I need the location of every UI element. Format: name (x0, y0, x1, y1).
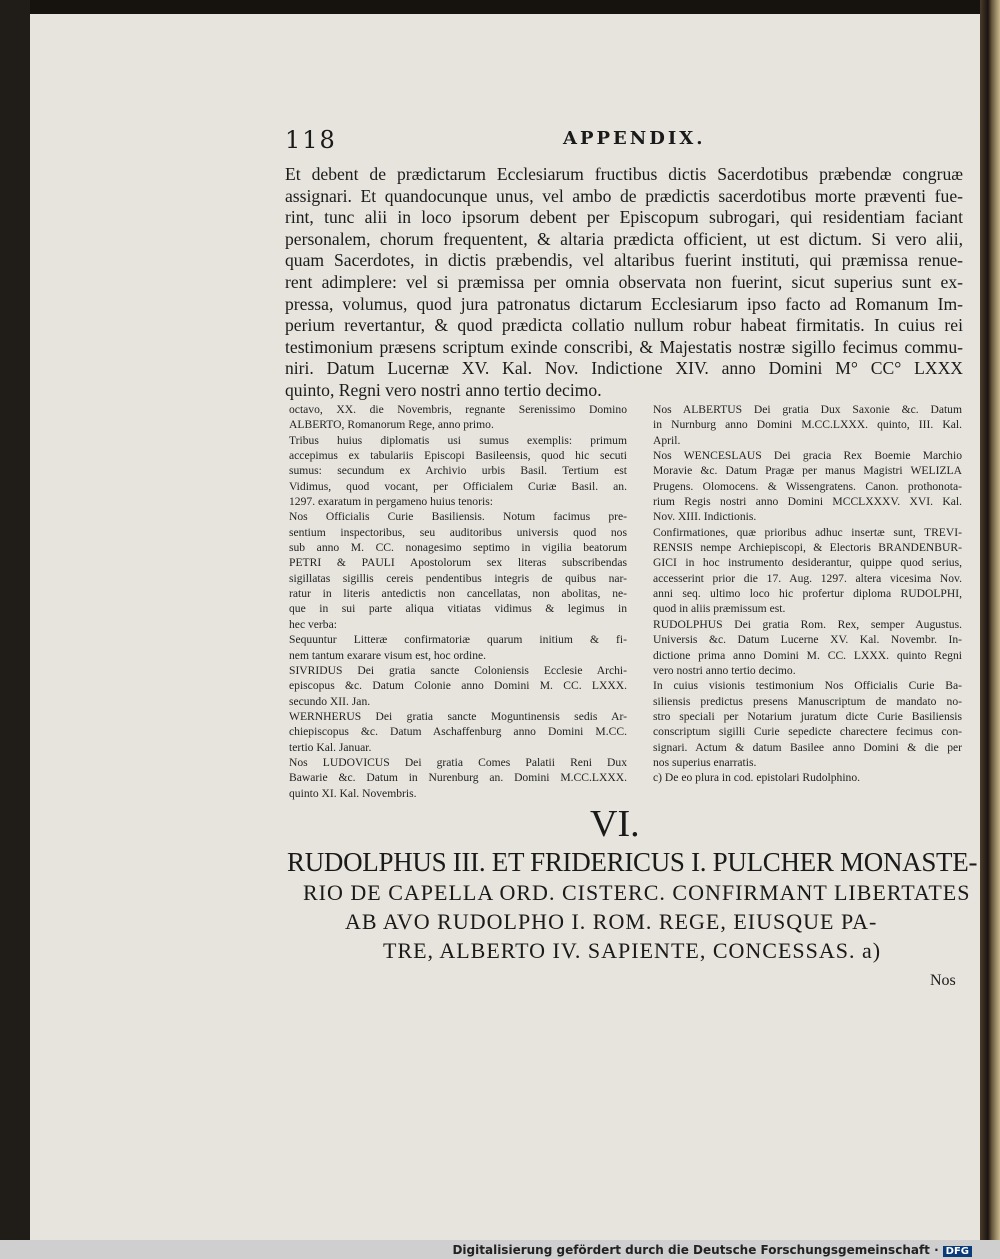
footnote-line: Nov. XIII. Indictionis. (653, 510, 757, 524)
footnote-line: siliensis predictus presens Manuscriptum de mandato no- (653, 694, 962, 708)
text-line: rint, tunc alii in loco ipsorum debent per Episcopum subrogari, qui residentiam faciant (285, 207, 963, 228)
footnote-line: sub anno M. CC. nonagesimo septimo in vigilia beatorum (289, 541, 627, 555)
section-title-line: RIO DE CAPELLA ORD. CISTERC. CONFIRMANT LIBERTATES (303, 880, 971, 905)
left-footnote-column (289, 402, 627, 801)
footnote-line: in Nurnburg anno Domini M.CC.LXXX. quinto, III. Kal. (653, 418, 962, 432)
text-line: rent adimplere: vel si præmissa per omnia observata non fuerint, sicut superius sunt ex- (285, 271, 963, 292)
footnote-line: Tribus huius diplomatis usi sumus exemplis: primum (289, 433, 627, 447)
text-line: testimonium præsens scriptum exinde conscribi, & Majestatis nostræ sigillo fecimus commu- (285, 336, 963, 357)
scan-left-edge (0, 0, 30, 1240)
running-head: APPENDIX. (563, 128, 706, 149)
footnote-line: ratur in literis antedictis non cancellatas, non abolitas, ne- (289, 587, 627, 601)
footnote-line: signari. Actum & datum Basilee anno Domini & die per (653, 740, 962, 754)
footnote-line: stro speciali per Notarium juratum dicte Curie Basiliensis (653, 709, 962, 723)
footnote-line: SIVRIDUS Dei gratia sancte Coloniensis Ecclesie Archi- (289, 663, 627, 677)
section-title-line: RUDOLPHUS III. ET FRIDERICUS I. PULCHER MONASTE- (287, 847, 978, 877)
footnote-line: GICI in hoc instrumento desiderantur, quippe quod serius, (653, 556, 962, 570)
section-title-line: AB AVO RUDOLPHO I. ROM. REGE, EIUSQUE PA- (345, 909, 878, 934)
footnote-line: secundo XII. Jan. (289, 694, 371, 708)
credit-text: Digitalisierung gefördert durch die Deutsche Forschungsgemeinschaft · (452, 1243, 939, 1257)
footnote-line: c) De eo plura in cod. epistolari Rudolphino. (653, 771, 861, 785)
section-title-line: TRE, ALBERTO IV. SAPIENTE, CONCESSAS. a) (383, 938, 882, 963)
footnote-line: rium Regis nostri anno Domini MCCLXXXV. XVI. Kal. (653, 495, 962, 509)
footnote-line: conscriptum sigilli Curie sepedicte charectere fecimus con- (653, 725, 962, 739)
text-line: perium revertantur, & quod prædicta collatio nullum robur habeat firmitatis. In cuius rei (285, 315, 963, 336)
footnote-line: chiepiscopus &c. Datum Aschaffenburg anno Domini M.CC. (289, 725, 627, 739)
footnote-line: tertio Kal. Januar. (289, 740, 372, 754)
text-line: Et debent de prædictarum Ecclesiarum fructibus dictis Sacerdotibus præbendæ congruæ (285, 164, 963, 184)
footnote-line: PETRI & PAULI Apostolorum sex literas subscribendas (289, 556, 627, 570)
footnote-line: In cuius visionis testimonium Nos Officialis Curie Ba- (653, 679, 962, 693)
text-line: personalem, chorum frequentent, & altaria prædicta officient, ut est dictum. Si vero alii, (285, 228, 963, 249)
footnote-line: Nos LUDOVICUS Dei gratia Comes Palatii Reni Dux (289, 755, 627, 769)
footnote-line: que in sui parte aliqua vitiatas vidimus & legimus in (289, 602, 627, 616)
footnote-line: Nos WENCESLAUS Dei gracia Rex Boemie Marchio (653, 449, 962, 463)
scan-top-edge (0, 0, 1000, 14)
footnote-line: sumus: secundum ex Archivio urbis Basil. Tertium est (289, 464, 627, 478)
footnote-line: dictione prima anno Domini M. CC. LXXX. quinto Regni (653, 648, 962, 662)
footnote-line: nos superius enarratis. (653, 755, 757, 769)
book-spine-edge (980, 0, 1000, 1240)
footnote-line: episcopus &c. Datum Colonie anno Domini M. CC. LXXX. (289, 679, 627, 693)
right-footnote-column (653, 402, 962, 786)
footnote-line: Universis &c. Datum Lucerne XV. Kal. Novembr. In- (653, 633, 962, 647)
footnote-line: Nos Officialis Curie Basiliensis. Notum facimus pre- (289, 510, 627, 524)
footnote-line: octavo, XX. die Novembris, regnante Serenissimo Domino (289, 403, 627, 416)
footnote-line: ALBERTO, Romanorum Rege, anno primo. (289, 418, 494, 432)
footnote-line: Vidimus, quod vocant, per Officialem Curiæ Basil. an. (289, 479, 627, 493)
text-line: niri. Datum Lucernæ XV. Kal. Nov. Indictione XIV. anno Domini M° CC° LXXX (285, 358, 963, 379)
footnote-line: nem tantum exarare visum est, hoc ordine. (289, 648, 487, 662)
page-number: 118 (285, 126, 337, 154)
footnote-line: Prugens. Olomocens. & Wissengratens. Canon. prothonota- (653, 479, 962, 493)
section-number: VI. (590, 803, 640, 845)
text-line: quam Sacerdotes, in dictis præbendis, vel altaribus fuerint instituti, qui præmissa renue- (285, 250, 963, 271)
footnote-line: sentium inspectoribus, seu auditoribus universis quod nos (289, 525, 627, 539)
footnote-line: WERNHERUS Dei gratia sancte Moguntinensis sedis Ar- (289, 709, 627, 723)
footnote-line: sigillatas sigillis cereis pendentibus integris de quibus nar- (289, 571, 627, 585)
main-text-block (285, 164, 963, 402)
dfg-logo: DFG (943, 1246, 972, 1257)
footnote-line: hec verba: (289, 617, 337, 631)
footnote-line: RUDOLPHUS Dei gratia Rom. Rex, semper Augustus. (653, 617, 962, 631)
footnote-line: Nos ALBERTUS Dei gratia Dux Saxonie &c. Datum (653, 403, 962, 416)
footnote-line: Confirmationes, quæ prioribus adhuc insertæ sunt, TREVI- (653, 525, 962, 539)
text-line: pressa, volumus, quod jura patronatus dictarum Ecclesiarum ipso facto ad Romanum Im- (285, 293, 963, 314)
footnote-line: Bawarie &c. Datum in Nurenburg an. Domini M.CC.LXXX. (289, 771, 627, 785)
footnote-line: Sequuntur Litteræ confirmatoriæ quarum initium & fi- (289, 633, 627, 647)
footnote-line: RENSIS nempe Archiepiscopi, & Electoris BRANDENBUR- (653, 541, 962, 555)
digitization-credit (452, 1243, 972, 1257)
footnote-line: April. (653, 433, 681, 447)
footnote-line: accesserint prior die 17. Aug. 1297. altera vicesima Nov. (653, 571, 962, 585)
footnote-line: quinto XI. Kal. Novembris. (289, 786, 417, 800)
catchword: Nos (930, 972, 956, 989)
footnote-line: accepimus ex tabulariis Episcopi Basileensis, quod hic secuti (289, 449, 627, 463)
page-header (285, 126, 962, 156)
footnote-line: anni seq. ultimo loco hic profertur diploma RUDOLPHI, (653, 587, 962, 601)
text-line: assignari. Et quandocunque unus, vel ambo de prædictis sacerdotibus morte præventi fue- (285, 185, 963, 206)
footnote-line: vero nostri anno tertio decimo. (653, 663, 796, 677)
text-line: quinto, Regni vero nostri anno tertio decimo. (285, 379, 602, 400)
footnote-line: Moravie &c. Datum Pragæ per manus Magistri WELIZLA (653, 464, 962, 478)
footnote-line: quod in aliis præmissum est. (653, 602, 786, 616)
footnote-line: 1297. exaratum in pergameno huius tenoris: (289, 495, 493, 509)
